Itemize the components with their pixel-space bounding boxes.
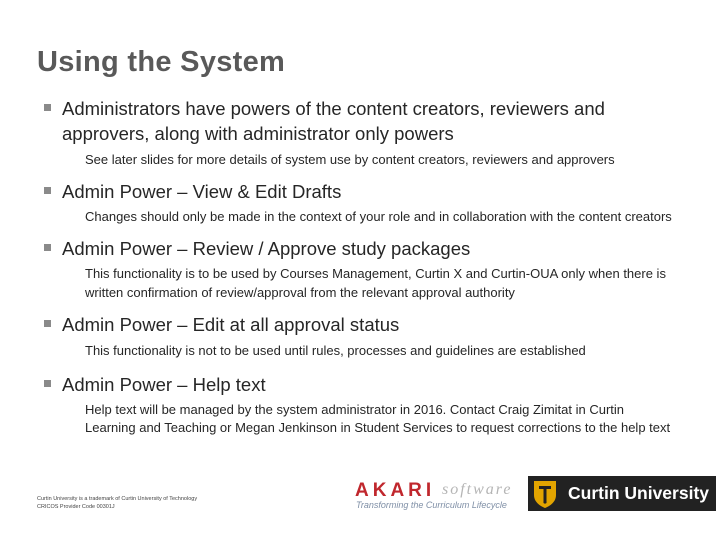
sub-bullet-text: Changes should only be made in the context of your role and in collaboration with the content creators — [85, 208, 672, 224]
footer-trademark-text: Curtin University is a trademark of Curtin University of Technology — [37, 496, 198, 502]
bullet-item — [44, 96, 684, 146]
bullet-square-icon — [44, 380, 51, 387]
bullet-text: Admin Power – Help text — [62, 373, 266, 395]
bullet-item — [44, 179, 684, 204]
bullet-square-icon — [44, 320, 51, 327]
bullet-square-icon — [44, 187, 51, 194]
bullet-list — [44, 96, 684, 438]
akari-logo-software: software — [442, 481, 513, 498]
bullet-text: Admin Power – View & Edit Drafts — [62, 180, 342, 202]
bullet-item — [44, 236, 684, 261]
sub-bullet-text: Help text will be managed by the system administrator in 2016. Contact Craig Zimitat in Curtin Learning and Teaching or Megan Jenkinson in Student Services to request corrections to the help text — [85, 401, 671, 435]
bullet-square-icon — [44, 104, 51, 111]
bullet-item — [44, 312, 684, 337]
sub-bullet-text: This functionality is not to be used until rules, processes and guidelines are established — [85, 343, 586, 358]
bullet-text: Administrators have powers of the content creators, reviewers and approvers, along with administrator only powers — [62, 98, 605, 144]
sub-bullet-text: This functionality is to be used by Courses Management, Curtin X and Curtin-OUA only when there is written confirmation of review/approval from the relevant approval authority — [85, 266, 666, 300]
curtin-crest-icon — [532, 479, 558, 509]
bullet-text: Admin Power – Review / Approve study packages — [62, 238, 471, 259]
bullet-item — [44, 372, 684, 397]
sub-bullet-text: See later slides for more details of system use by content creators, reviewers and approvers — [85, 152, 615, 167]
bullet-square-icon — [44, 244, 51, 251]
akari-software-logo — [355, 480, 525, 512]
curtin-university-logo — [528, 476, 716, 511]
footer-note — [37, 495, 197, 511]
slide-title: Using the System — [37, 46, 286, 78]
bullet-text: Admin Power – Edit at all approval status — [62, 314, 400, 335]
curtin-logo-text: Curtin University — [568, 483, 709, 503]
akari-logo-word: AKARI — [355, 480, 436, 501]
akari-logo-tagline: Transforming the Curriculum Lifecycle — [356, 500, 507, 510]
footer-cricos-text: CRICOS Provider Code 00301J — [37, 504, 115, 510]
